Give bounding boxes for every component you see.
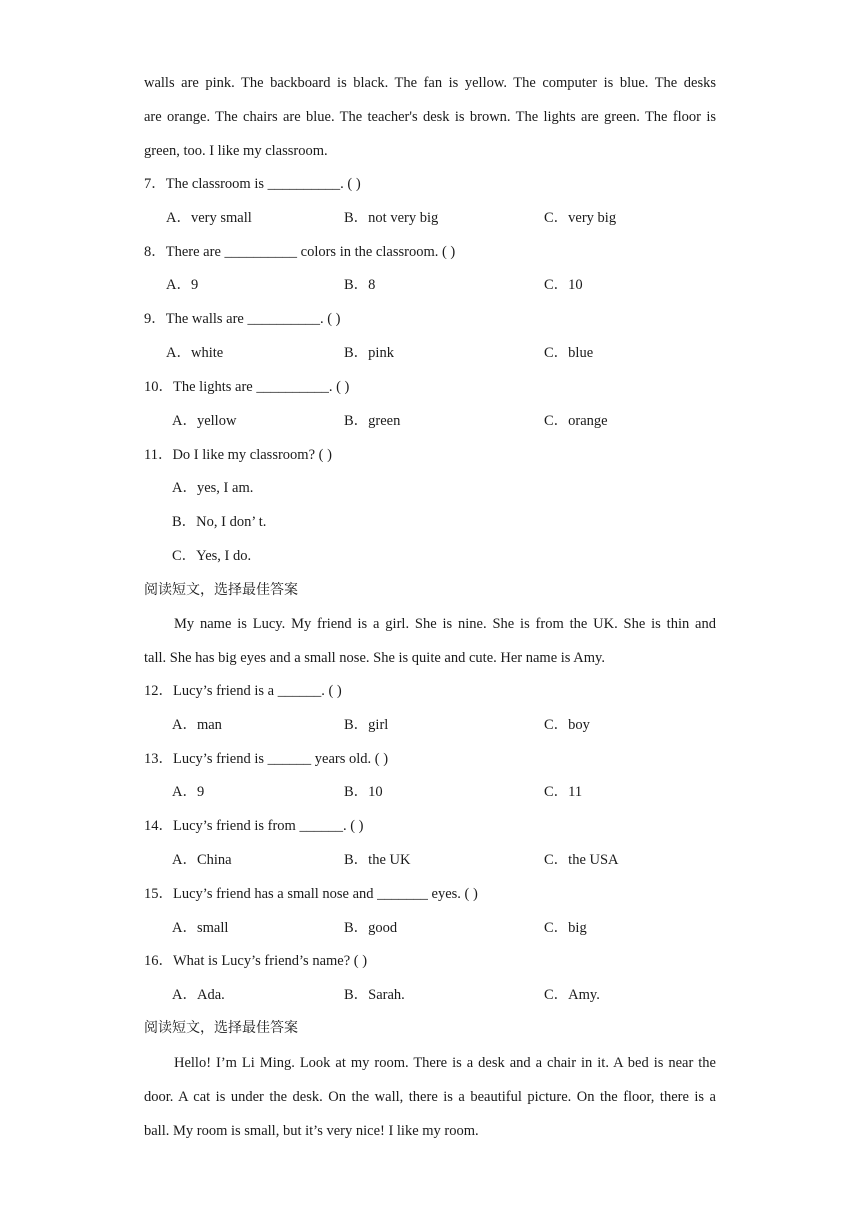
option-b: B．No, I don’ t.	[172, 514, 267, 530]
question-stem: 8．There are __________ colors in the classroom. ( )	[144, 244, 456, 260]
option-a: A．9	[172, 784, 205, 800]
option-a: A．small	[172, 920, 229, 936]
section-heading: 阅读短文，选择最佳答案	[144, 582, 298, 598]
question-stem: 14．Lucy’s friend is from ______. ( )	[144, 818, 364, 834]
option-a: A．yes, I am.	[172, 480, 254, 496]
passage-line: tall. She has big eyes and a small nose. She is quite and cute. Her name is Amy.	[144, 650, 605, 666]
passage-line: My name is Lucy. My friend is a girl. She is nine. She is from the UK. She is thin and	[174, 616, 716, 632]
question-stem: 9．The walls are __________. ( )	[144, 311, 341, 327]
option-b: B．the UK	[344, 852, 411, 868]
option-c: C．11	[544, 784, 583, 800]
option-b: B．8	[344, 277, 376, 293]
option-b: B．Sarah.	[344, 987, 405, 1003]
question-stem: 16．What is Lucy’s friend’s name? ( )	[144, 953, 368, 969]
question-stem: 7．The classroom is __________. ( )	[144, 176, 361, 192]
option-b: B．10	[344, 784, 383, 800]
option-c: C．blue	[544, 345, 594, 361]
option-b: B．green	[344, 413, 401, 429]
question-stem: 11．Do I like my classroom? ( )	[144, 447, 332, 463]
option-b: B．girl	[344, 717, 389, 733]
option-c: C．Yes, I do.	[172, 548, 252, 564]
option-a: A．white	[166, 345, 224, 361]
passage-line: ball. My room is small, but it’s very nice! I like my room.	[144, 1123, 479, 1139]
option-a: A．yellow	[172, 413, 237, 429]
option-b: B．not very big	[344, 210, 439, 226]
passage-line: green, too. I like my classroom.	[144, 143, 328, 159]
option-b: B．pink	[344, 345, 394, 361]
passage-line: are orange. The chairs are blue. The teacher's desk is brown. The lights are green. The floor is	[144, 109, 716, 125]
option-c: C．big	[544, 920, 587, 936]
option-c: C．boy	[544, 717, 590, 733]
option-c: C．very big	[544, 210, 617, 226]
option-c: C．orange	[544, 413, 608, 429]
option-b: B．good	[344, 920, 398, 936]
section-heading: 阅读短文，选择最佳答案	[144, 1020, 298, 1036]
question-stem: 12．Lucy’s friend is a ______. ( )	[144, 683, 342, 699]
question-stem: 13．Lucy’s friend is ______ years old. ( )	[144, 751, 389, 767]
passage-line: Hello! I’m Li Ming. Look at my room. There is a desk and a chair in it. A bed is near the	[174, 1055, 716, 1071]
option-a: A．China	[172, 852, 232, 868]
passage-line: door. A cat is under the desk. On the wall, there is a beautiful picture. On the floor, there is a	[144, 1089, 716, 1105]
option-c: C．10	[544, 277, 583, 293]
option-c: C．the USA	[544, 852, 619, 868]
question-stem: 10．The lights are __________. ( )	[144, 379, 350, 395]
passage-line: walls are pink. The backboard is black. The fan is yellow. The computer is blue. The desks	[144, 75, 716, 91]
question-stem: 15．Lucy’s friend has a small nose and _______ eyes. ( )	[144, 886, 478, 902]
option-a: A．very small	[166, 210, 252, 226]
option-c: C．Amy.	[544, 987, 600, 1003]
option-a: A．9	[166, 277, 199, 293]
option-a: A．Ada.	[172, 987, 225, 1003]
option-a: A．man	[172, 717, 222, 733]
